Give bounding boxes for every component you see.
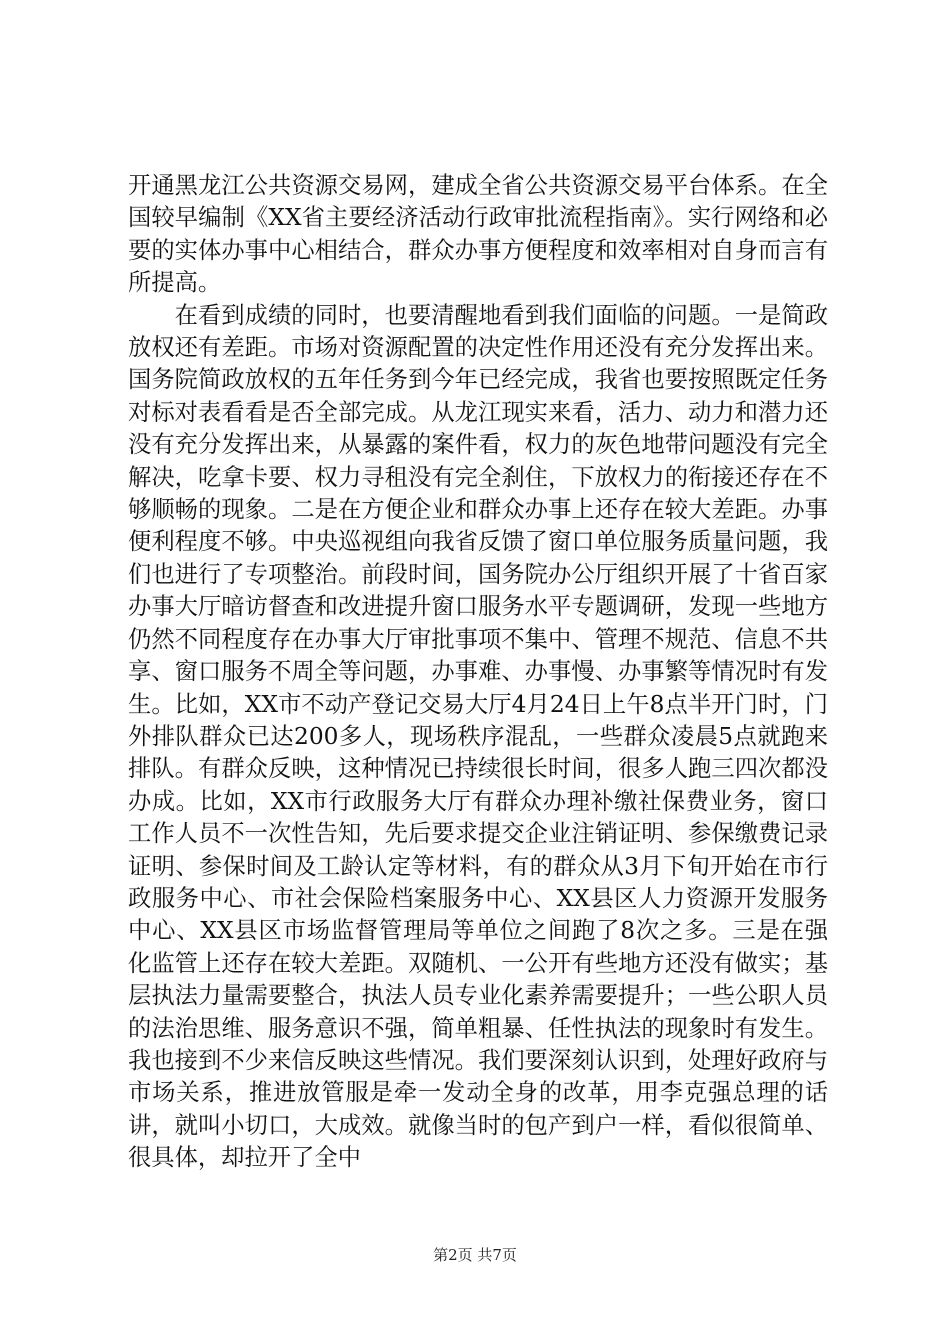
document-body — [128, 170, 828, 1175]
page-footer: 第2页 共7页 — [433, 1246, 517, 1264]
body-paragraph-2: 在看到成绩的同时，也要清醒地看到我们面临的问题。一是简政放权还有差距。市场对资源配置的决定性作用还没有充分发挥出来。国务院简政放权的五年任务到今年已经完成，我省也要按照既定任务对标对表看看是否全部完成。从龙江现实来看，活力、动力和潜力还没有充分发挥出来，从暴露的案件看，权力的灰色地带问题没有完全解决，吃拿卡要、权力寻租没有完全刹住，下放权力的衔接还存在不够顺畅的现象。二是在方便企业和群众办事上还存在较大差距。办事便利程度不够。中央巡视组向我省反馈了窗口单位服务质量问题，我们也进行了专项整治。前段时间，国务院办公厅组织开展了十省百家办事大厅暗访督查和改进提升窗口服务水平专题调研，发现一些地方仍然不同程度存在办事大厅审批事项不集中、管理不规范、信息不共享、窗口服务不周全等问题，办事难、办事慢、办事繁等情况时有发生。比如，XX市不动产登记交易大厅4月24日上午8点半开门时，门外排队群众已达200多人，现场秩序混乱，一些群众凌晨5点就跑来排队。有群众反映，这种情况已持续很长时间，很多人跑三四次都没办成。比如，XX市行政服务大厅有群众办理补缴社保费业务，窗口工作人员不一次性告知，先后要求提交企业注销证明、参保缴费记录证明、参保时间及工龄认定等材料，有的群众从3月下旬开始在市行政服务中心、市社会保险档案服务中心、XX县区人力资源开发服务中心、XX县区市场监督管理局等单位之间跑了8次之多。三是在强化监管上还存在较大差距。双随机、一公开有些地方还没有做实；基层执法力量需要整合，执法人员专业化素养需要提升；一些公职人员的法治思维、服务意识不强，简单粗暴、任性执法的现象时有发生。我也接到不少来信反映这些情况。我们要深刻认识到，处理好政府与市场关系，推进放管服是牵一发动全身的改革，用李克强总理的话讲，就叫小切口，大成效。就像当时的包产到户一样，看似很简单、很具体，却拉开了全中 — [128, 301, 828, 1172]
body-paragraph-1: 开通黑龙江公共资源交易网，建成全省公共资源交易平台体系。在全国较早编制《XX省主要经济活动行政审批流程指南》。实行网络和必要的实体办事中心相结合，群众办事方便程度和效率相对自身而言有所提高。 — [128, 172, 828, 297]
